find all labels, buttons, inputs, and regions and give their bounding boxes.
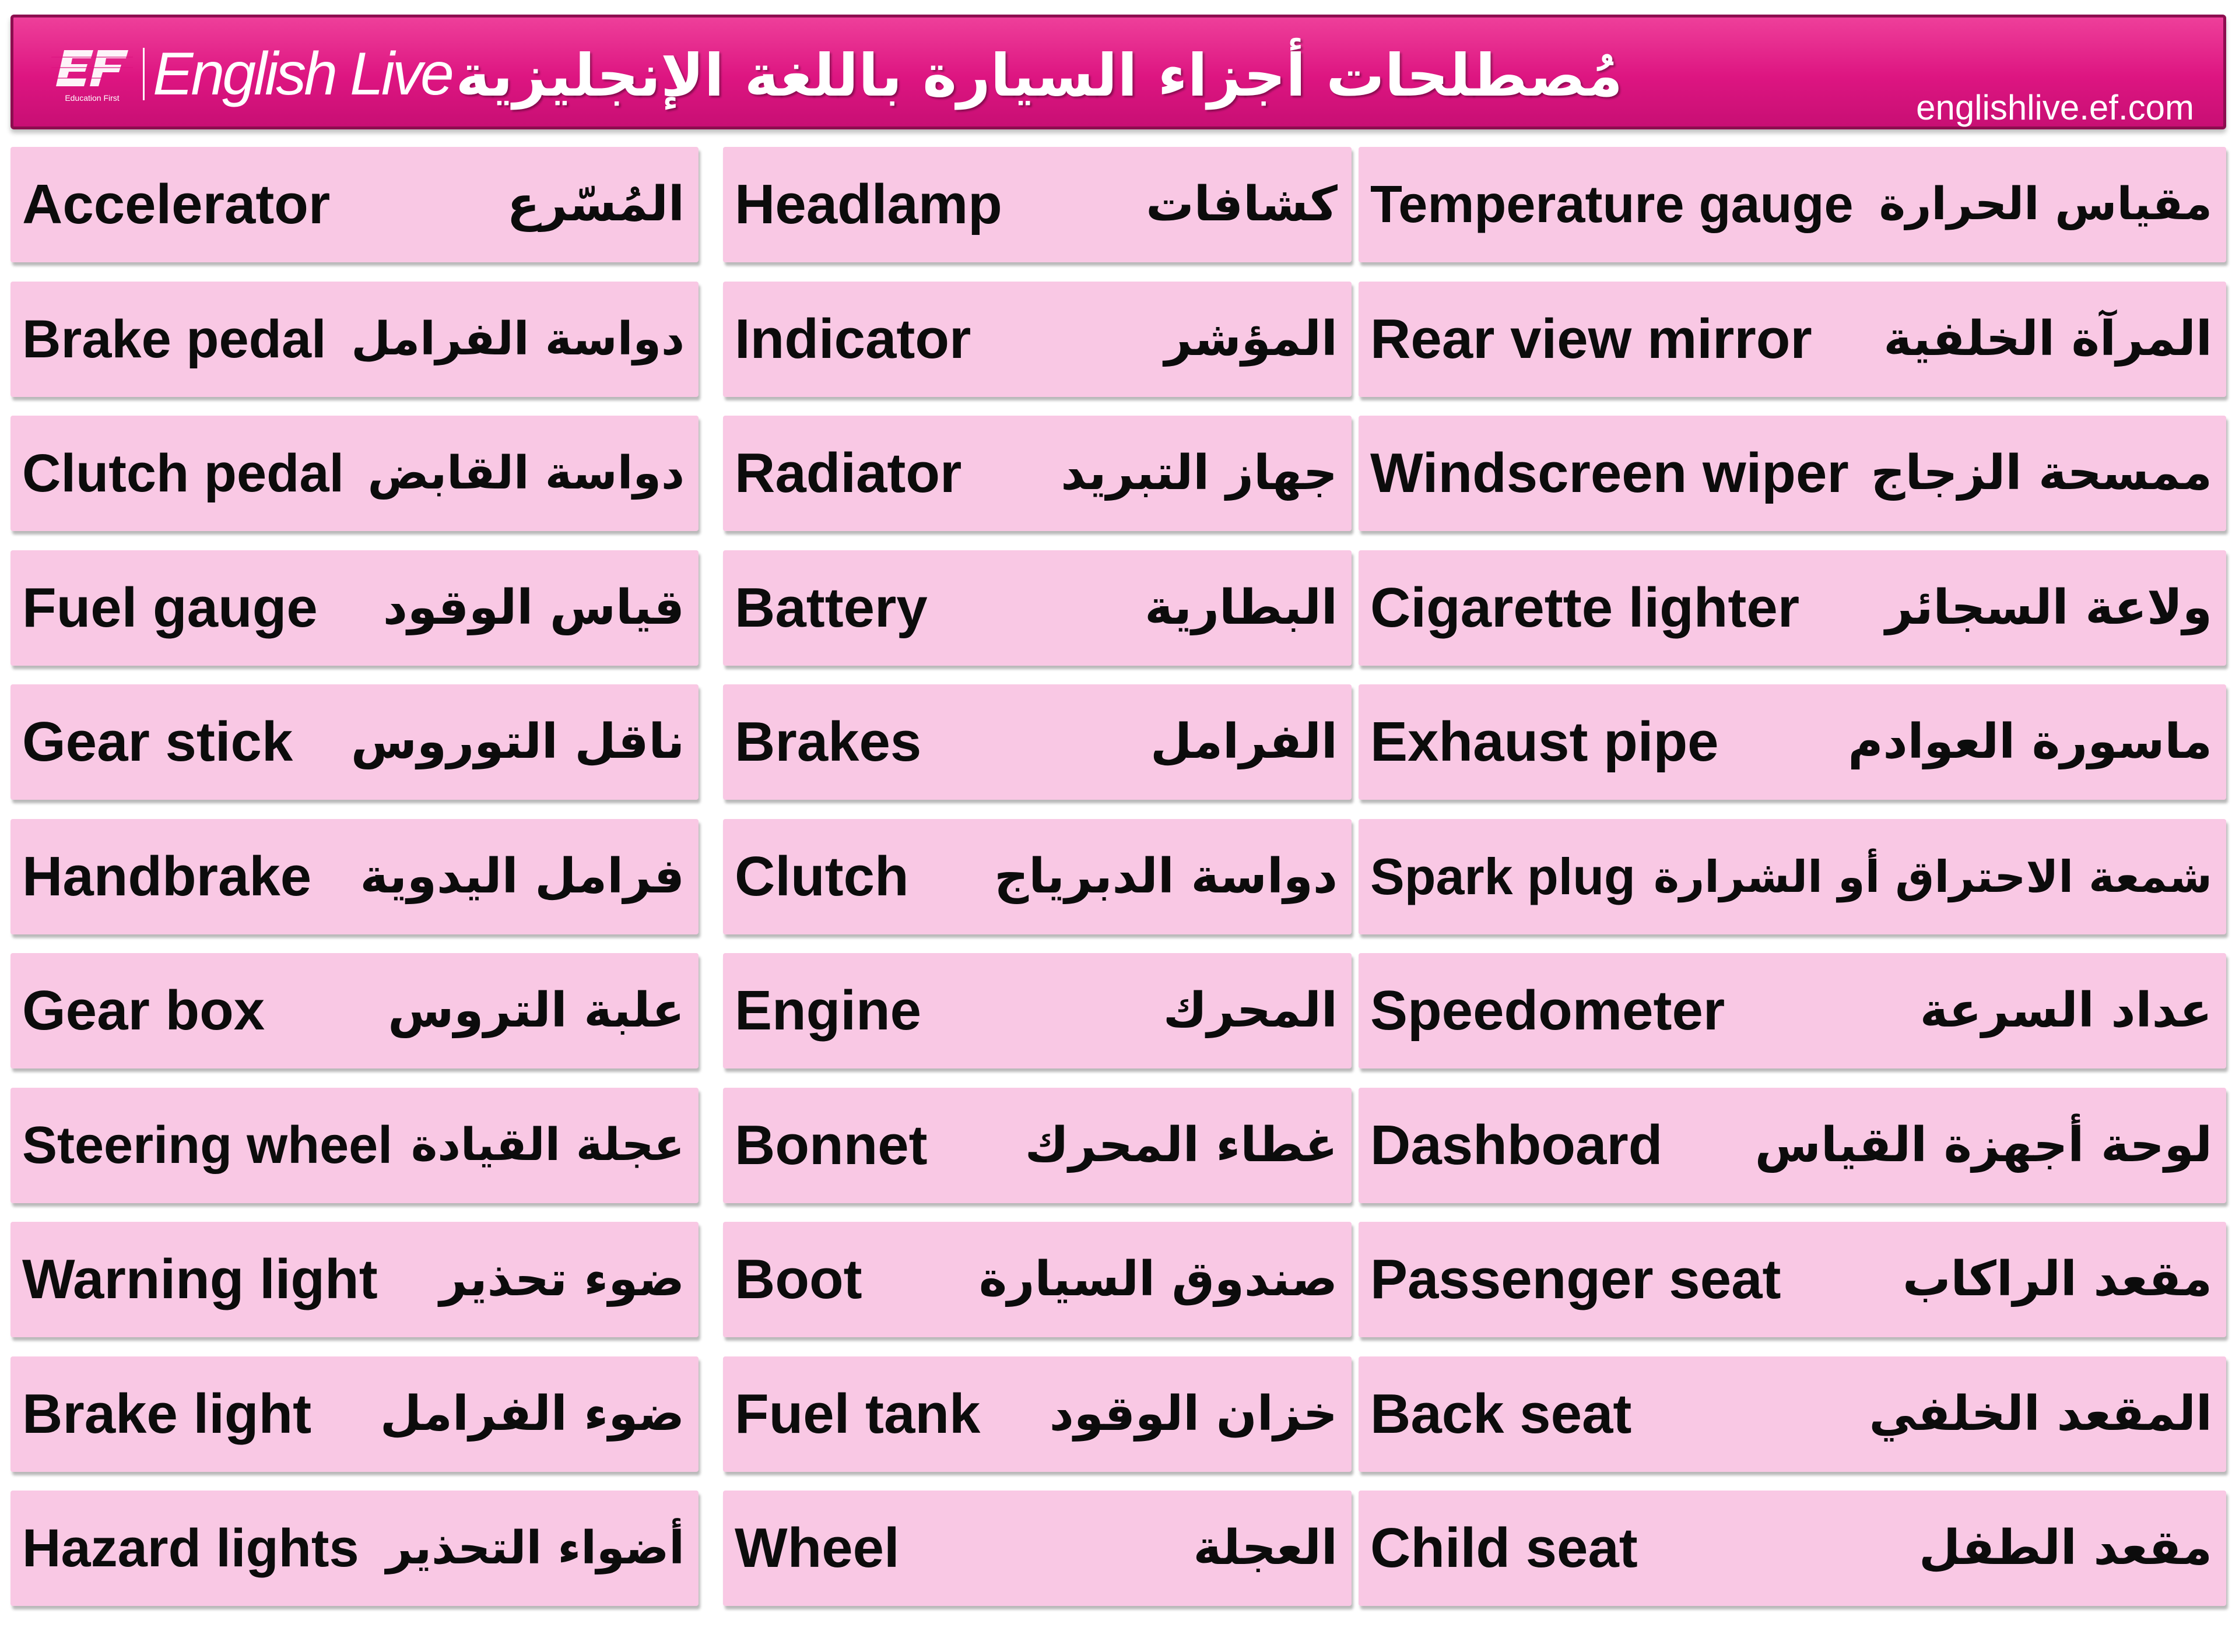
english-term: Brake pedal bbox=[22, 310, 327, 369]
english-term: Handbrake bbox=[22, 845, 312, 908]
arabic-term: عجلة القيادة bbox=[410, 1119, 685, 1171]
vocabulary-card bbox=[723, 416, 1352, 531]
vocabulary-card bbox=[1359, 282, 2226, 397]
arabic-term: مقياس الحرارة bbox=[1879, 178, 2212, 230]
arabic-term: شمعة الاحتراق أو الشرارة bbox=[1653, 851, 2212, 902]
ef-mark-graphic bbox=[51, 45, 133, 92]
arabic-term: فرامل اليدوية bbox=[360, 849, 685, 904]
vocabulary-card bbox=[10, 684, 699, 800]
arabic-term: المؤشر bbox=[1164, 311, 1338, 367]
arabic-term: ولاعة السجائر bbox=[1885, 580, 2212, 635]
english-term: Radiator bbox=[735, 442, 962, 504]
english-term: Speedometer bbox=[1370, 979, 1725, 1042]
vocabulary-card bbox=[1359, 819, 2226, 934]
vocabulary-card bbox=[723, 953, 1352, 1068]
logo-divider bbox=[143, 48, 145, 100]
english-term: Brake light bbox=[22, 1383, 312, 1445]
arabic-term: البطارية bbox=[1145, 580, 1338, 635]
vocabulary-card bbox=[723, 147, 1352, 262]
vocabulary-card bbox=[723, 684, 1352, 800]
arabic-term: ضوء الفرامل bbox=[380, 1386, 685, 1442]
vocabulary-card bbox=[1359, 147, 2226, 262]
header-banner bbox=[10, 15, 2226, 129]
vocabulary-card bbox=[723, 282, 1352, 397]
arabic-term: العجلة bbox=[1193, 1520, 1338, 1576]
english-term: Rear view mirror bbox=[1370, 308, 1812, 370]
english-term: Brakes bbox=[735, 711, 922, 773]
english-term: Bonnet bbox=[735, 1114, 928, 1176]
logo-text: English Live bbox=[153, 40, 452, 108]
vocabulary-card bbox=[723, 1356, 1352, 1472]
arabic-term: جهاز التبريد bbox=[1061, 445, 1338, 501]
arabic-term: دواسة الفرامل bbox=[351, 313, 685, 365]
english-term: Headlamp bbox=[735, 173, 1002, 236]
vocabulary-card bbox=[723, 1491, 1352, 1606]
english-term: Back seat bbox=[1370, 1383, 1632, 1445]
arabic-term: ماسورة العوادم bbox=[1848, 714, 2212, 769]
vocabulary-card bbox=[723, 1088, 1352, 1203]
vocabulary-card bbox=[1359, 1491, 2226, 1606]
arabic-term: ناقل التوروس bbox=[350, 714, 685, 769]
vocabulary-card bbox=[10, 1222, 699, 1337]
vocabulary-card bbox=[1359, 1356, 2226, 1472]
arabic-term: المُسّرع bbox=[507, 177, 685, 232]
vocabulary-card bbox=[1359, 684, 2226, 800]
page-title: مُصطلحات أجزاء السيارة باللغة الإنجليزية bbox=[455, 41, 1623, 110]
vocabulary-card bbox=[10, 819, 699, 934]
english-term: Child seat bbox=[1370, 1517, 1638, 1579]
english-term: Hazard lights bbox=[22, 1519, 359, 1578]
english-term: Clutch pedal bbox=[22, 444, 345, 503]
english-term: Passenger seat bbox=[1370, 1248, 1781, 1310]
arabic-term: المرآة الخلفية bbox=[1883, 311, 2212, 367]
logo-subtitle: Education First bbox=[65, 93, 120, 103]
brand-logo[interactable] bbox=[48, 42, 452, 106]
vocabulary-card bbox=[10, 953, 699, 1068]
vocabulary-card bbox=[1359, 550, 2226, 666]
english-term: Fuel gauge bbox=[22, 577, 318, 639]
arabic-term: دواسة الدبرياج bbox=[994, 849, 1338, 904]
arabic-term: خزان الوقود bbox=[1049, 1386, 1338, 1442]
arabic-term: المحرك bbox=[1163, 983, 1338, 1038]
arabic-term: دواسة القابض bbox=[367, 447, 685, 500]
arabic-term: كشافات bbox=[1146, 177, 1338, 232]
arabic-term: ضوء تحذير bbox=[439, 1252, 685, 1307]
english-term: Windscreen wiper bbox=[1370, 442, 1849, 504]
english-term: Battery bbox=[735, 577, 928, 639]
arabic-term: عداد السرعة bbox=[1919, 983, 2212, 1038]
arabic-term: أضواء التحذير bbox=[386, 1522, 685, 1574]
site-url[interactable]: englishlive.ef.com bbox=[1916, 88, 2194, 127]
english-term: Fuel tank bbox=[735, 1383, 981, 1445]
vocabulary-card bbox=[10, 1356, 699, 1472]
vocabulary-card bbox=[10, 1491, 699, 1606]
arabic-term: قياس الوقود bbox=[382, 580, 685, 635]
english-term: Gear box bbox=[22, 979, 265, 1042]
english-term: Accelerator bbox=[22, 173, 331, 236]
english-term: Engine bbox=[735, 979, 922, 1042]
english-term: Indicator bbox=[735, 308, 971, 370]
vocabulary-card bbox=[1359, 416, 2226, 531]
arabic-term: صندوق السيارة bbox=[978, 1252, 1338, 1307]
english-term: Cigarette lighter bbox=[1370, 577, 1800, 639]
arabic-term: الفرامل bbox=[1150, 714, 1338, 769]
english-term: Boot bbox=[735, 1248, 862, 1310]
vocabulary-card bbox=[10, 282, 699, 397]
english-term: Spark plug bbox=[1370, 848, 1636, 905]
vocabulary-card bbox=[723, 550, 1352, 666]
vocabulary-card bbox=[1359, 1088, 2226, 1203]
vocabulary-card bbox=[1359, 1222, 2226, 1337]
arabic-term: مقعد الراكاب bbox=[1903, 1252, 2212, 1307]
ef-logo-icon bbox=[48, 45, 136, 103]
english-term: Dashboard bbox=[1370, 1114, 1663, 1176]
arabic-term: غطاء المحرك bbox=[1024, 1117, 1338, 1173]
arabic-term: لوحة أجهزة القياس bbox=[1754, 1117, 2212, 1173]
arabic-term: ممسحة الزجاج bbox=[1870, 445, 2212, 501]
english-term: Gear stick bbox=[22, 711, 293, 773]
arabic-term: علبة التروس bbox=[388, 983, 685, 1038]
vocabulary-card bbox=[1359, 953, 2226, 1068]
vocabulary-card bbox=[10, 1088, 699, 1203]
english-term: Warning light bbox=[22, 1248, 378, 1310]
vocabulary-card bbox=[10, 550, 699, 666]
english-term: Temperature gauge bbox=[1370, 175, 1854, 234]
arabic-term: المقعد الخلفي bbox=[1869, 1386, 2212, 1442]
vocabulary-card bbox=[723, 1222, 1352, 1337]
vocabulary-card bbox=[10, 416, 699, 531]
english-term: Wheel bbox=[735, 1517, 900, 1579]
arabic-term: مقعد الطفل bbox=[1919, 1520, 2212, 1576]
english-term: Exhaust pipe bbox=[1370, 711, 1719, 773]
vocabulary-card bbox=[10, 147, 699, 262]
english-term: Clutch bbox=[735, 845, 909, 908]
vocabulary-card bbox=[723, 819, 1352, 934]
english-term: Steering wheel bbox=[22, 1116, 393, 1175]
